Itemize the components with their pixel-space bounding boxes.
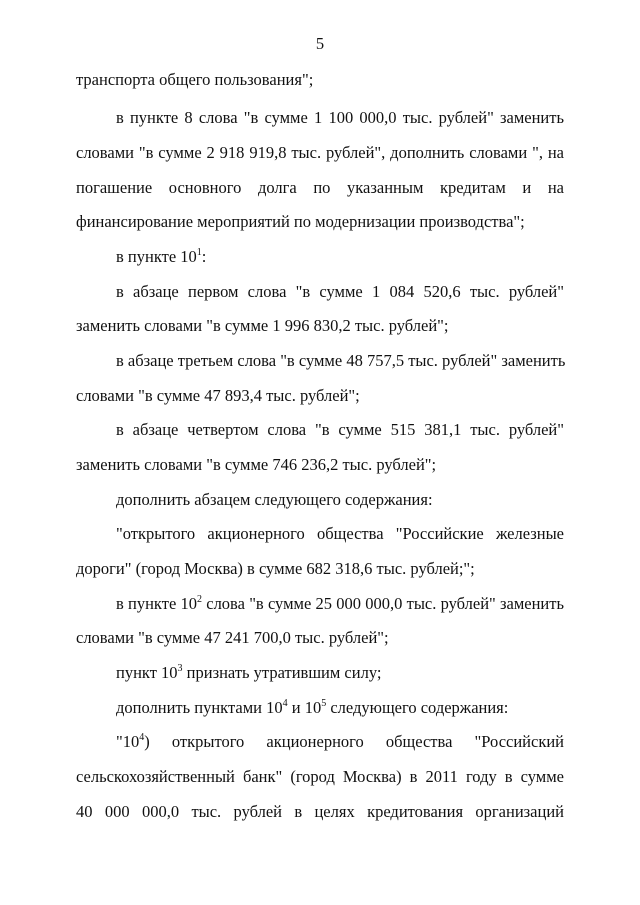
text-line: погашение основного долга по указанным кредитам и на [76, 178, 564, 197]
text-line: транспорта общего пользования"; [76, 70, 314, 89]
superscript: 1 [196, 246, 202, 258]
text-line: в пункте $10^1$: [116, 246, 207, 266]
text-line: словами "в сумме 47 893,4 тыс. рублей"; [76, 386, 360, 405]
text-line: "$10^4$) открытого акционерного общества "Российский [116, 731, 564, 751]
text-line: в пункте 8 слова "в сумме 1 100 000,0 тыс. рублей" заменить [116, 108, 564, 127]
text-line: словами "в сумме 2 918 919,8 тыс. рублей", дополнить словами ", на [76, 143, 564, 162]
text-line: финансирование мероприятий по модернизации производства"; [76, 212, 525, 231]
superscript: 3 [177, 662, 183, 674]
text-line: в абзаце четвертом слова "в сумме 515 381,1 тыс. рублей" [116, 420, 564, 439]
superscript: 2 [197, 593, 203, 605]
page-number: 5 [315, 34, 325, 53]
text-line: дороги" (город Москва) в сумме 682 318,6 тыс. рублей;"; [76, 559, 475, 578]
superscript: 5 [321, 697, 327, 709]
superscript: 4 [282, 697, 288, 709]
text-line: в пункте $10^2$ слова "в сумме 25 000 000,0 тыс. рублей" заменить [116, 593, 564, 613]
superscript: 4 [139, 731, 145, 743]
text-line: дополнить абзацем следующего содержания: [116, 490, 433, 509]
text-line: заменить словами "в сумме 1 996 830,2 тыс. рублей"; [76, 316, 449, 335]
text-line: пункт $10^3$ признать утратившим силу; [116, 662, 382, 682]
text-line: "открытого акционерного общества "Российские железные [116, 524, 564, 543]
text-line: в абзаце первом слова "в сумме 1 084 520,6 тыс. рублей" [116, 282, 564, 301]
text-line: заменить словами "в сумме 746 236,2 тыс. рублей"; [76, 455, 437, 474]
text-line: 40 000 000,0 тыс. рублей в целях кредитования организаций [76, 802, 564, 821]
text-line: в абзаце третьем слова "в сумме 48 757,5 тыс. рублей" заменить [116, 351, 566, 370]
text-line: словами "в сумме 47 241 700,0 тыс. рублей"; [76, 628, 389, 647]
text-line: сельскохозяйственный банк" (город Москва) в 2011 году в сумме [76, 767, 564, 786]
text-line: дополнить пунктами $10^4$ и $10^5$ следующего содержания: [116, 697, 509, 717]
